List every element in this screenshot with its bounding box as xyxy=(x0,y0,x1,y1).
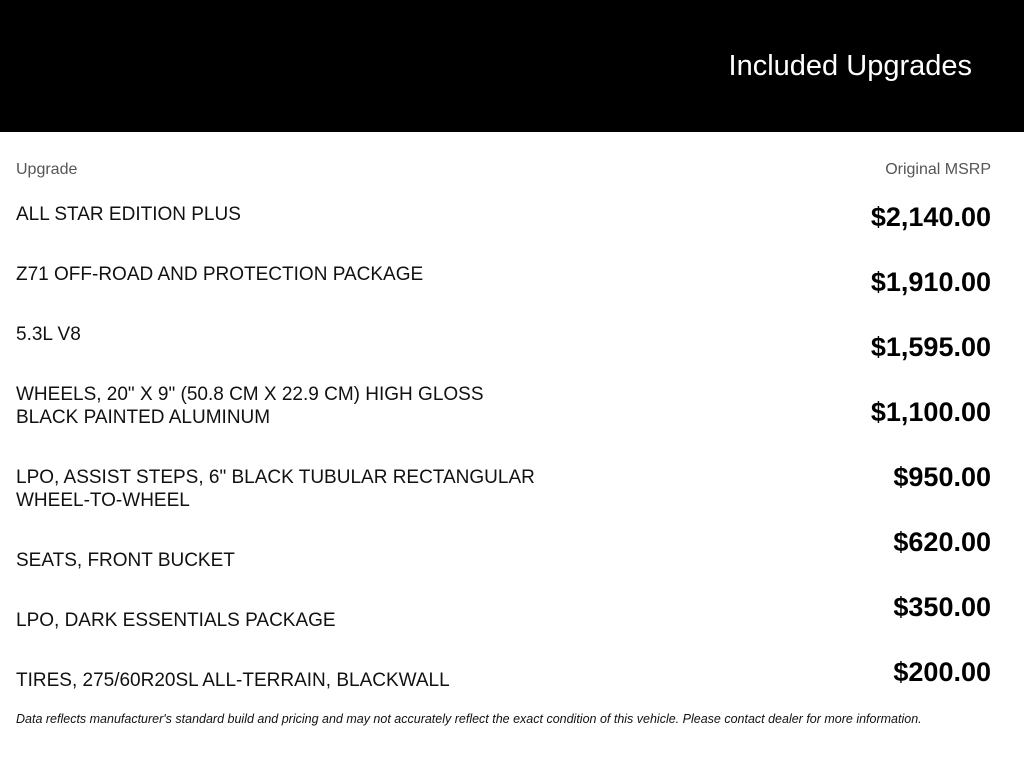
upgrade-name: LPO, ASSIST STEPS, 6" BLACK TUBULAR RECTANGULAR WHEEL-TO-WHEEL xyxy=(16,467,535,511)
upgrade-price: $1,910.00 xyxy=(870,267,991,297)
upgrade-price: $200.00 xyxy=(893,657,991,687)
upgrade-price: $1,100.00 xyxy=(870,397,991,427)
upgrade-name: SEATS, FRONT BUCKET xyxy=(16,550,235,571)
upgrade-price: $1,595.00 xyxy=(870,332,991,362)
header-bar xyxy=(0,0,1024,132)
column-header-msrp: Original MSRP xyxy=(885,161,991,178)
upgrade-name: 5.3L V8 xyxy=(16,324,81,345)
upgrade-name: LPO, DARK ESSENTIALS PACKAGE xyxy=(16,610,336,631)
upgrade-name: TIRES, 275/60R20SL ALL-TERRAIN, BLACKWALL xyxy=(16,670,450,691)
upgrade-price: $620.00 xyxy=(893,527,991,557)
upgrade-price: $950.00 xyxy=(893,462,991,492)
upgrade-price: $2,140.00 xyxy=(870,202,991,232)
upgrade-name: ALL STAR EDITION PLUS xyxy=(16,204,241,225)
upgrade-name: Z71 OFF-ROAD AND PROTECTION PACKAGE xyxy=(16,264,424,285)
disclaimer-text: Data reflects manufacturer's standard build and pricing and may not accurately reflect the exact condition of this vehicle. Please contact dealer for more information. xyxy=(16,712,922,726)
upgrade-name: WHEELS, 20" X 9" (50.8 CM X 22.9 CM) HIGH GLOSS BLACK PAINTED ALUMINUM xyxy=(16,384,484,428)
upgrade-price: $350.00 xyxy=(893,592,991,622)
column-header-upgrade: Upgrade xyxy=(16,161,78,178)
page-title: Included Upgrades xyxy=(728,50,972,82)
